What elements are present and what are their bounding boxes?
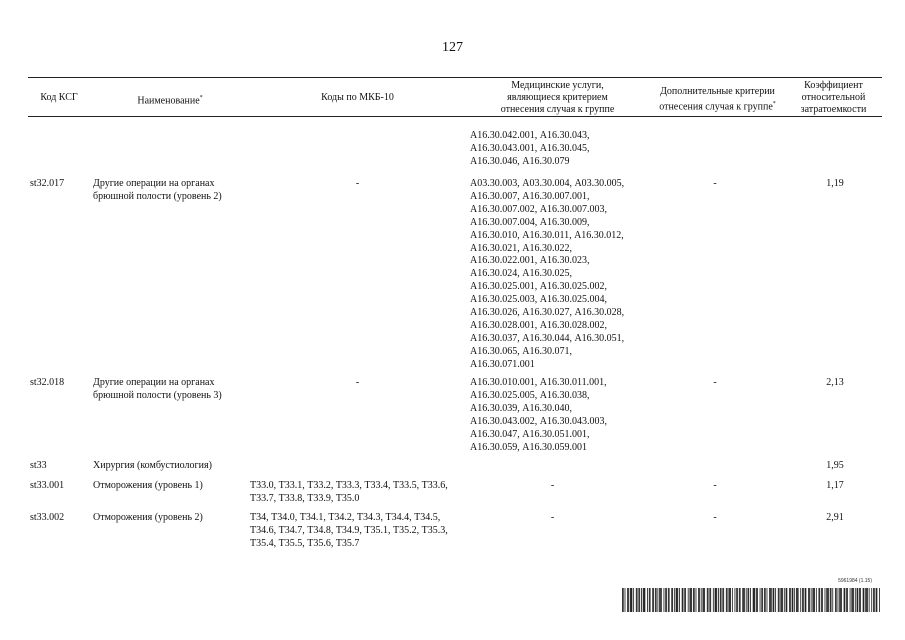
barcode-bar: [722, 588, 723, 612]
barcode-bar: [666, 588, 667, 612]
row-name: Другие операции на органах брюшной полости (уровень 3): [93, 377, 222, 401]
barcode-bar: [665, 588, 666, 612]
barcode-bar: [737, 588, 738, 612]
row-services: -: [550, 480, 555, 491]
barcode-bar: [754, 588, 755, 612]
barcode-bar: [754, 588, 755, 612]
header-bottom-border: [28, 116, 882, 117]
row-mkb: Т33.0, Т33.1, Т33.2, Т33.3, Т33.4, Т33.5, Т33.6, Т33.7, Т33.8, Т33.9, Т35.0: [250, 480, 448, 504]
barcode-bar: [857, 588, 858, 612]
row-code: st33.002: [30, 512, 65, 523]
barcode-bar: [800, 588, 801, 612]
barcode-bar: [703, 588, 704, 612]
barcode-bar: [740, 588, 741, 612]
barcode-bar: [866, 588, 867, 612]
barcode-bar: [659, 588, 660, 612]
barcode-bar: [809, 588, 810, 612]
barcode-bar: [844, 588, 845, 612]
barcode-bar: [779, 588, 780, 612]
barcode-bar: [797, 588, 798, 612]
header-name-footnote-mark: *: [199, 95, 203, 101]
row-name: Отморожения (уровень 2): [93, 512, 203, 523]
barcode-bar: [826, 588, 827, 612]
barcode-bar: [822, 588, 823, 612]
barcode-bar: [636, 588, 637, 612]
barcode-bar: [728, 588, 729, 612]
row-mkb: -: [355, 178, 360, 189]
header-criteria-text: Дополнительные критерии отнесения случая к группе: [659, 86, 775, 113]
barcode-bar: [672, 588, 673, 612]
barcode-bar: [627, 588, 628, 612]
barcode-bar: [802, 588, 803, 612]
barcode-bar: [840, 588, 841, 612]
barcode-bar: [867, 588, 868, 612]
barcode-bar: [679, 588, 680, 612]
barcode-bar: [704, 588, 705, 612]
barcode-bar: [835, 588, 836, 612]
barcode-bar: [685, 588, 686, 612]
barcode-bar: [769, 588, 770, 612]
barcode-bar: [873, 588, 874, 612]
barcode-bar: [643, 588, 644, 612]
barcode-bar: [622, 588, 623, 612]
barcode-bar: [877, 588, 878, 612]
row-code: st33.001: [30, 480, 65, 491]
barcode-bar: [753, 588, 754, 612]
barcode-bar: [857, 588, 858, 612]
row-criteria: -: [713, 377, 717, 388]
header-criteria-footnote-mark: *: [772, 101, 776, 107]
barcode-bar: [773, 588, 774, 612]
row-code: st33: [30, 460, 47, 471]
barcode-bar: [671, 588, 672, 612]
barcode-bar: [669, 588, 670, 612]
barcode-bar: [792, 588, 793, 612]
barcode-bar: [814, 588, 815, 612]
barcode-bar: [730, 588, 731, 612]
row-mkb: -: [355, 377, 360, 388]
barcode-bar: [830, 588, 831, 612]
barcode-bar: [879, 588, 880, 612]
barcode-bar: [821, 588, 822, 612]
barcode-bar: [633, 588, 634, 612]
row-services: А16.30.010.001, А16.30.011.001, А16.30.025.005, А16.30.038, А16.30.039, А16.30.040, А16.30.043.002, А16.30.043.003, А16.30.047, А16.30.051.001, А16.30.059, А16.30.059.001: [470, 377, 607, 453]
barcode-bar: [696, 588, 697, 612]
barcode-bar: [638, 588, 639, 612]
barcode-bar: [811, 588, 812, 612]
header-name-text: Наименование: [137, 95, 200, 107]
barcode-bar: [742, 588, 743, 612]
barcode-bar: [676, 588, 677, 612]
header-name: [95, 92, 245, 107]
header-mkb: Коды по МКБ-10: [321, 92, 394, 103]
barcode-bar: [874, 588, 875, 612]
barcode-bar: [698, 588, 699, 612]
barcode-bar: [721, 588, 722, 612]
barcode-bar: [650, 588, 651, 612]
barcode-label: 5961984 (1.15): [838, 578, 872, 584]
barcode-bar: [690, 588, 691, 612]
header-criteria: [650, 86, 785, 113]
barcode-bar: [716, 588, 717, 612]
barcode-bar: [865, 588, 866, 612]
barcode-bar: [644, 588, 645, 612]
barcode-bar: [688, 588, 689, 612]
barcode-bar: [790, 588, 791, 612]
barcode-bar: [625, 588, 626, 612]
row-coef: 1,95: [826, 460, 844, 471]
barcode-bar: [649, 588, 650, 612]
barcode-bar: [832, 588, 833, 612]
barcode-bar: [789, 588, 790, 612]
barcode-bar: [630, 588, 631, 612]
barcode-bar: [762, 588, 763, 612]
table-top-border: [28, 77, 882, 78]
barcode-bar: [805, 588, 806, 612]
barcode-bar: [851, 588, 852, 612]
barcode-bar: [786, 588, 787, 612]
barcode-bar: [831, 588, 832, 612]
row-coef: 1,19: [826, 178, 844, 189]
barcode-bar: [803, 588, 804, 612]
barcode-bar: [838, 588, 839, 612]
barcode-bar: [693, 588, 694, 612]
barcode-bar: [732, 588, 733, 612]
barcode-bar: [710, 588, 711, 612]
barcode-bar: [701, 588, 702, 612]
barcode-bar: [863, 588, 864, 612]
barcode-bar: [750, 588, 751, 612]
row-criteria: -: [713, 178, 717, 189]
barcode-bar: [784, 588, 785, 612]
barcode-bar: [631, 588, 632, 612]
barcode-bar: [828, 588, 829, 612]
barcode-bar: [798, 588, 799, 612]
barcode-bar: [691, 588, 692, 612]
barcode-bar: [694, 588, 695, 612]
barcode-bar: [664, 588, 665, 612]
barcode-bar: [836, 588, 837, 612]
barcode-bar: [641, 588, 642, 612]
barcode-bar: [845, 588, 846, 612]
barcode-bar: [682, 588, 683, 612]
barcode-bar: [668, 588, 669, 612]
row-code: st32.018: [30, 377, 65, 388]
barcode-bar: [748, 588, 749, 612]
barcode-bar: [796, 588, 797, 612]
barcode-bar: [677, 588, 678, 612]
barcode-bar: [780, 588, 781, 612]
row-coef: 2,91: [826, 512, 844, 523]
barcode-bar: [761, 588, 762, 612]
barcode-bar: [869, 588, 870, 612]
barcode-bar: [674, 588, 675, 612]
barcode-image: [622, 588, 880, 612]
barcode-bar: [765, 588, 766, 612]
row-coef: 2,13: [826, 377, 844, 388]
barcode-bar: [653, 588, 654, 612]
barcode-bar: [771, 588, 772, 612]
barcode-bar: [656, 588, 657, 612]
barcode-bar: [736, 588, 737, 612]
barcode-bar: [764, 588, 765, 612]
barcode-bar: [813, 588, 814, 612]
barcode-bar: [709, 588, 710, 612]
barcode-bar: [816, 588, 817, 612]
row-mkb: Т34, Т34.0, Т34.1, Т34.2, Т34.3, Т34.4, Т34.5, Т34.6, Т34.7, Т34.8, Т34.9, Т35.1, Т35.2, Т35.3, Т35.4, Т35.5, Т35.6, Т35.7: [250, 512, 448, 549]
row-name: Другие операции на органах брюшной полости (уровень 2): [93, 178, 222, 202]
barcode-bar: [720, 588, 721, 612]
barcode-bar: [852, 588, 853, 612]
barcode-bar: [770, 588, 771, 612]
barcode-bar: [859, 588, 860, 612]
barcode-bar: [871, 588, 872, 612]
barcode-bar: [623, 588, 624, 612]
barcode-bar: [778, 588, 779, 612]
barcode-bar: [683, 588, 684, 612]
barcode-bar: [729, 588, 730, 612]
barcode-bar: [739, 588, 740, 612]
barcode-bar: [716, 588, 717, 612]
barcode-bar: [628, 588, 629, 612]
barcode-bar: [645, 588, 646, 612]
barcode-bar: [655, 588, 656, 612]
barcode-bar: [708, 588, 709, 612]
barcode-bar: [748, 588, 749, 612]
barcode-bar: [860, 588, 861, 612]
barcode-bar: [853, 588, 854, 612]
barcode-bar: [639, 588, 640, 612]
barcode-bar: [690, 588, 691, 612]
barcode-bar: [767, 588, 768, 612]
row-services: -: [550, 512, 555, 523]
page-number: 127: [442, 40, 463, 55]
barcode-bar: [718, 588, 719, 612]
header-code: Код КСГ: [40, 92, 78, 103]
barcode-bar: [677, 588, 678, 612]
barcode-bar: [652, 588, 653, 612]
header-services: Медицинские услуги, являющиеся критерием отнесения случая к группе: [500, 80, 615, 115]
barcode-bar: [632, 588, 633, 612]
barcode-bar: [855, 588, 856, 612]
barcode-bar: [743, 588, 744, 612]
barcode-bar: [793, 588, 794, 612]
row-code: st32.017: [30, 178, 65, 189]
barcode-bar: [713, 588, 714, 612]
barcode-bar: [699, 588, 700, 612]
barcode-bar: [841, 588, 842, 612]
barcode-bar: [812, 588, 813, 612]
row-services: А16.30.042.001, А16.30.043, А16.30.043.001, А16.30.045, А16.30.046, А16.30.079: [470, 130, 590, 167]
barcode-bar: [794, 588, 795, 612]
barcode-bar: [760, 588, 761, 612]
barcode-bar: [819, 588, 820, 612]
barcode-bar: [744, 588, 745, 612]
barcode-bar: [806, 588, 807, 612]
barcode-bar: [703, 588, 704, 612]
barcode-bar: [850, 588, 851, 612]
row-name: Хирургия (комбустиология): [93, 460, 212, 471]
row-name: Отморожения (уровень 1): [93, 480, 203, 491]
barcode-bar: [657, 588, 658, 612]
barcode-bar: [786, 588, 787, 612]
barcode-bar: [775, 588, 776, 612]
barcode-bar: [735, 588, 736, 612]
row-criteria: -: [713, 480, 717, 491]
row-services: А03.30.003, А03.30.004, А03.30.005, А16.30.007, А16.30.007.001, А16.30.007.002, А16.30.007.003, А16.30.007.004, А16.30.009, А16.30.010, А16.30.011, А16.30.012, А16.30.021, А16.30.022, А16.30.022.001, А16.30.023, А16.30.024, А16.30.025, А16.30.025.001, А16.30.025.002, А16.30.025.003, А16.30.025.004, А16.30.026, А16.30.027, А16.30.028, А16.30.028.001, А16.30.028.002, А16.30.037, А16.30.044, А16.30.051, А16.30.065, А16.30.071, А16.30.071.001: [470, 178, 625, 370]
barcode-bar: [864, 588, 865, 612]
barcode-block: [622, 578, 880, 613]
barcode-bar: [637, 588, 638, 612]
barcode-bar: [707, 588, 708, 612]
barcode-bar: [774, 588, 775, 612]
row-criteria: -: [713, 512, 717, 523]
barcode-bar: [808, 588, 809, 612]
barcode-bar: [746, 588, 747, 612]
barcode-bar: [723, 588, 724, 612]
barcode-bar: [660, 588, 661, 612]
barcode-bar: [819, 588, 820, 612]
barcode-bar: [661, 588, 662, 612]
barcode-bar: [839, 588, 840, 612]
barcode-bar: [727, 588, 728, 612]
barcode-bar: [781, 588, 782, 612]
header-coef: Коэффициент относительной затратоемкости: [800, 80, 867, 115]
barcode-bar: [757, 588, 758, 612]
barcode-bar: [647, 588, 648, 612]
barcode-bar: [756, 588, 757, 612]
row-coef: 1,17: [826, 480, 844, 491]
barcode-bar: [782, 588, 783, 612]
barcode-bar: [684, 588, 685, 612]
barcode-bar: [825, 588, 826, 612]
barcode-bar: [846, 588, 847, 612]
barcode-bar: [876, 588, 877, 612]
barcode-bar: [715, 588, 716, 612]
barcode-bar: [726, 588, 727, 612]
barcode-bar: [847, 588, 848, 612]
barcode-bar: [827, 588, 828, 612]
